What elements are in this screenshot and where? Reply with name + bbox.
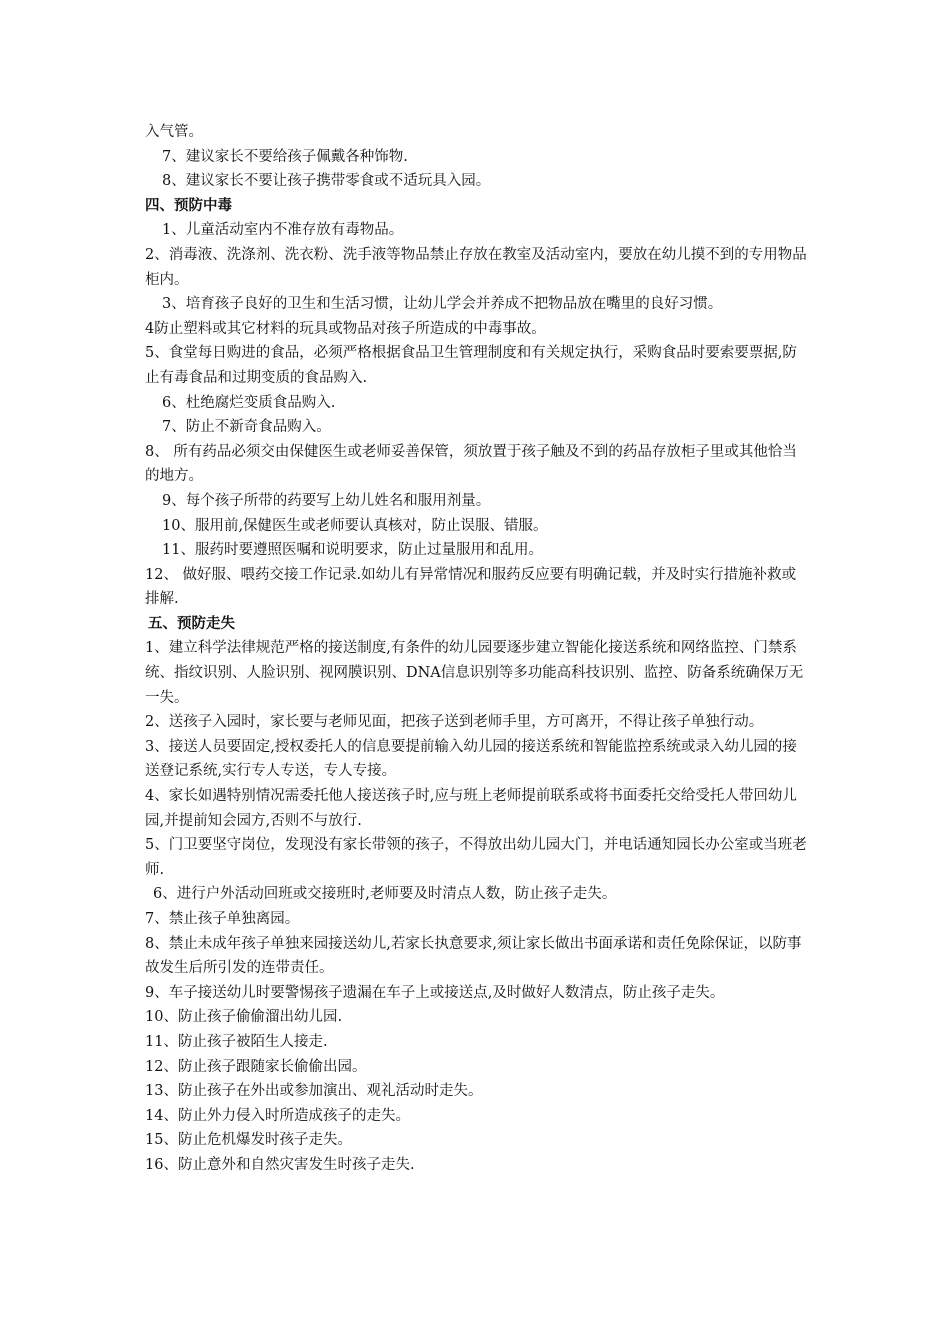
list-item: 3、培育孩子良好的卫生和生活习惯，让幼儿学会并养成不把物品放在嘴里的良好习惯。 xyxy=(162,296,723,313)
list-item: 5、食堂每日购进的食品，必须严格根据食品卫生管理制度和有关规定执行，采购食品时要索要票据,防止有毒食品和过期变质的食品购入. xyxy=(145,345,797,386)
list-item: 12、防止孩子跟随家长偷偷出园。 xyxy=(145,1058,367,1075)
list-item: 12、 做好服、喂药交接工作记录.如幼儿有异常情况和服药反应要有明确记载，并及时实行措施补救或排解. xyxy=(145,566,797,608)
list-item: 6、杜绝腐烂变质食品购入. xyxy=(162,394,336,411)
list-item: 6、进行户外活动回班或交接班时,老师要及时清点人数，防止孩子走失。 xyxy=(153,886,617,903)
list-item: 2、送孩子入园时，家长要与老师见面，把孩子送到老师手里，方可离开，不得让孩子单独行动。 xyxy=(145,714,764,731)
list-item: 3、接送人员要固定,授权委托人的信息要提前输入幼儿园的接送系统和智能监控系统或录入幼儿园的接送登记系统,实行专人专送，专人专接。 xyxy=(145,738,797,780)
section-heading: 五、预防走失 xyxy=(148,614,235,632)
list-item: 5、门卫要坚守岗位，发现没有家长带领的孩子，不得放出幼儿园大门，并电话通知园长办公室或当班老师. xyxy=(145,837,807,878)
list-item: 4防止塑料或其它材料的玩具或物品对孩子所造成的中毒事故。 xyxy=(145,320,546,337)
list-item: 11、服药时要遵照医嘱和说明要求，防止过量服用和乱用。 xyxy=(162,542,543,559)
list-item: 8、建议家长不要让孩子携带零食或不适玩具入园。 xyxy=(162,173,491,190)
list-item: 2、消毒液、洗涤剂、洗衣粉、洗手液等物品禁止存放在教室及活动室内，要放在幼儿摸不到的专用物品柜内。 xyxy=(145,246,807,288)
list-item: 10、服用前,保健医生或老师要认真核对，防止误服、错服。 xyxy=(162,517,548,534)
list-item: 8、 所有药品必须交由保健医生或老师妥善保管，须放置于孩子触及不到的药品存放柜子里或其他恰当的地方。 xyxy=(145,443,797,485)
list-item: 10、防止孩子偷偷溜出幼儿园. xyxy=(145,1009,343,1026)
list-item: 14、防止外力侵入时所造成孩子的走失。 xyxy=(145,1107,410,1124)
list-item: 7、建议家长不要给孩子佩戴各种饰物. xyxy=(162,148,408,165)
list-item: 7、防止不新奇食品购入。 xyxy=(162,419,331,436)
list-item: 15、防止危机爆发时孩子走失。 xyxy=(145,1132,352,1149)
list-item: 16、防止意外和自然灾害发生时孩子走失. xyxy=(145,1156,415,1173)
list-item: 9、车子接送幼儿时要警惕孩子遗漏在车子上或接送点,及时做好人数清点，防止孩子走失。 xyxy=(145,984,725,1001)
list-item: 7、禁止孩子单独离园。 xyxy=(145,911,300,927)
list-item: 13、防止孩子在外出或参加演出、观礼活动时走失。 xyxy=(145,1083,483,1100)
list-item: 8、禁止未成年孩子单独来园接送幼儿,若家长执意要求,须让家长做出书面承诺和责任免除保证，以防事故发生后所引发的连带责任。 xyxy=(145,935,802,977)
list-item: 1、儿童活动室内不准存放有毒物品。 xyxy=(162,222,404,239)
list-item: 4、家长如遇特别情况需委托他人接送孩子时,应与班上老师提前联系或将书面委托交给受托人带回幼儿园,并提前知会园方,否则不与放行. xyxy=(145,788,797,829)
list-item: 1、建立科学法律规范严格的接送制度,有条件的幼儿园要逐步建立智能化接送系统和网络监控、门禁系统、指纹识别、人脸识别、视网膜识别、DNA信息识别等多功能高科技识别、监控、防备系统确保万无一失。 xyxy=(145,640,804,706)
list-item: 9、每个孩子所带的药要写上幼儿姓名和服用剂量。 xyxy=(162,492,491,509)
section-heading: 四、预防中毒 xyxy=(145,196,232,214)
paragraph: 入气管。 xyxy=(145,124,203,140)
document-page xyxy=(145,120,810,1178)
list-item: 11、防止孩子被陌生人接走. xyxy=(145,1033,328,1050)
